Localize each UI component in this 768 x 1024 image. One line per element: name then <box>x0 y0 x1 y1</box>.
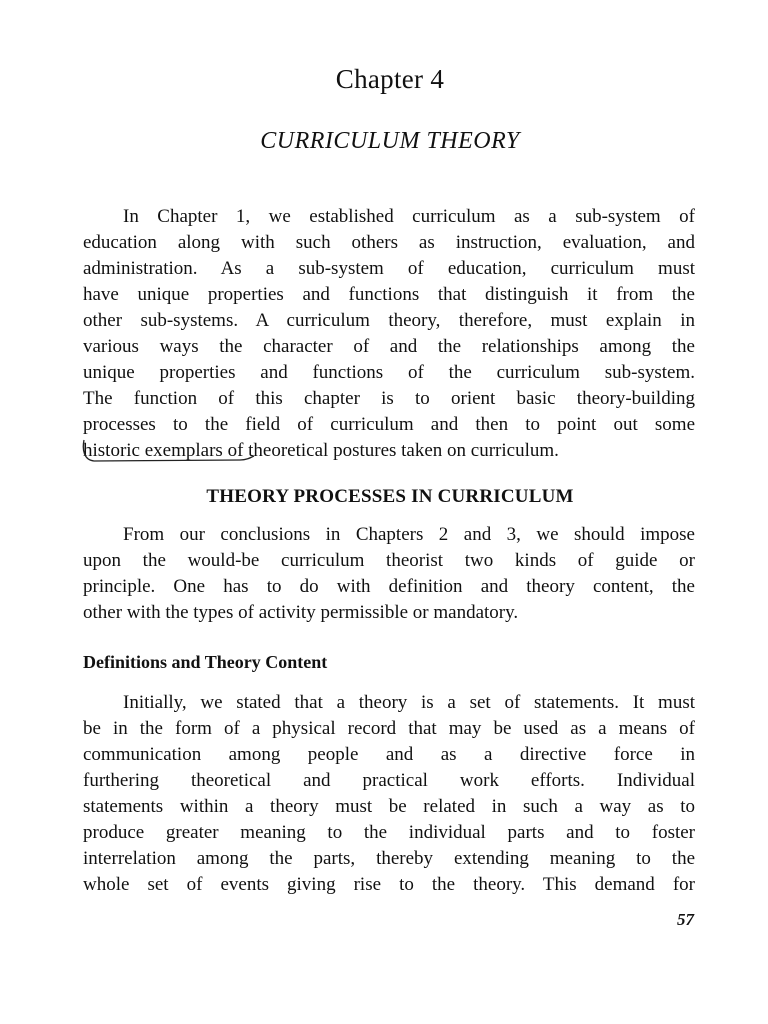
paragraph-line: other sub-systems. A curriculum theory, therefore, must explain in <box>83 310 695 331</box>
subsection-heading: Definitions and Theory Content <box>83 652 328 672</box>
paragraph-line: upon the would-be curriculum theorist two kinds of guide or <box>83 550 695 571</box>
paragraph-line: unique properties and functions of the curriculum sub-system. <box>83 362 695 383</box>
paragraph-line: administration. As a sub-system of education, curriculum must <box>83 258 695 279</box>
paragraph-line: other with the types of activity permissible or mandatory. <box>83 602 519 623</box>
paragraph-line: principle. One has to do with definition and theory content, the <box>83 576 695 597</box>
paragraph-line: Initially, we stated that a theory is a set of statements. It must <box>123 692 695 713</box>
paragraph-line: From our conclusions in Chapters 2 and 3, we should impose <box>123 524 695 545</box>
paragraph-line: statements within a theory must be related in such a way as to <box>83 796 695 817</box>
paragraph-line: communication among people and as a directive force in <box>83 744 695 765</box>
paragraph-line: whole set of events giving rise to the theory. This demand for <box>83 874 695 895</box>
paragraph-line: have unique properties and functions that distinguish it from the <box>83 284 695 305</box>
paragraph-line: furthering theoretical and practical work efforts. Individual <box>83 770 695 791</box>
paragraph-line: be in the form of a physical record that may be used as a means of <box>83 718 695 739</box>
processes-paragraph <box>83 522 695 626</box>
paragraph-line: The function of this chapter is to orient basic theory-building <box>83 388 695 409</box>
paragraph-line: produce greater meaning to the individual parts and to foster <box>83 822 695 843</box>
paragraph-line: processes to the field of curriculum and then to point out some <box>83 414 695 435</box>
intro-paragraph <box>83 204 695 464</box>
definitions-paragraph <box>83 690 695 898</box>
chapter-number: Chapter 4 <box>335 64 445 94</box>
paragraph-line: historic exemplars of theoretical postures taken on curriculum. <box>83 440 559 461</box>
paragraph-line: In Chapter 1, we established curriculum as a sub-system of <box>123 206 695 227</box>
section-heading: THEORY PROCESSES IN CURRICULUM <box>206 486 574 507</box>
paragraph-line: interrelation among the parts, thereby extending meaning to the <box>83 848 695 869</box>
paragraph-line: various ways the character of and the relationships among the <box>83 336 695 357</box>
page-number: 57 <box>677 910 694 929</box>
chapter-title: CURRICULUM THEORY <box>260 128 520 154</box>
paragraph-line: education along with such others as instruction, evaluation, and <box>83 232 695 253</box>
